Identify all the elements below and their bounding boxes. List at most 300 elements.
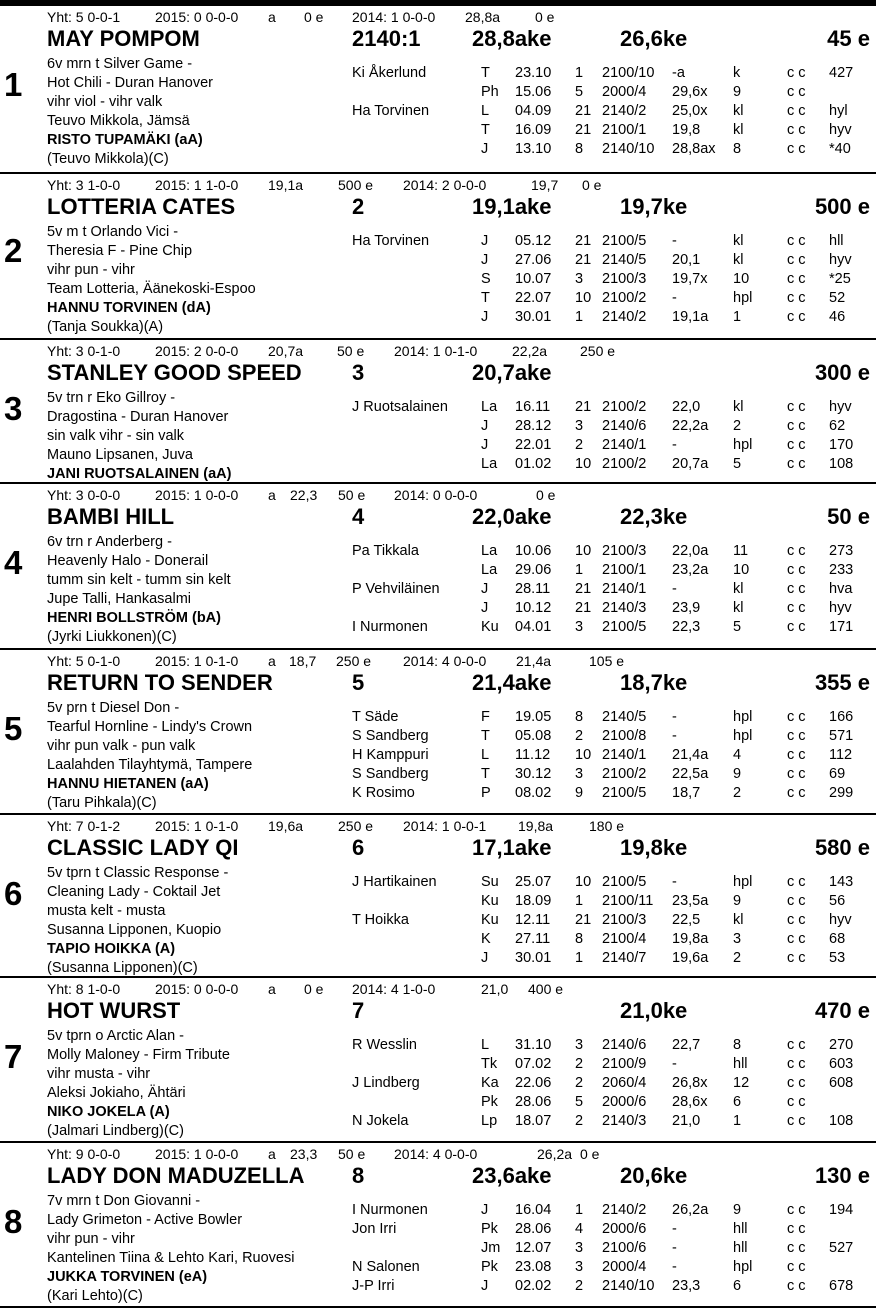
stats-item: 21,4a [516,653,552,669]
driver-name: J Lindberg [352,1075,420,1091]
race-cell: T [481,65,490,81]
trainer: JANI RUOTSALAINEN (aA) [47,466,232,482]
race-cell: 2140/6 [602,1037,647,1053]
race-cell: 5 [733,619,742,635]
race-cell: kl [733,252,744,268]
race-cell: 01.02 [515,456,552,472]
race-distance: 4 [352,504,365,529]
race-cell: 2100/10 [602,65,655,81]
race-cell: kl [733,399,744,415]
race-cell: 170 [829,437,854,453]
stats-item: 28,8a [465,9,501,25]
race-cell: 1 [575,950,584,966]
race-cell: c c [787,233,806,249]
race-cell: 2100/8 [602,728,647,744]
race-cell: 2 [733,418,742,434]
stats-item: 26,2a [537,1146,573,1162]
info-line: Dragostina - Duran Hanover [47,409,229,425]
start-number: 4 [4,544,23,581]
race-cell: 2140/1 [602,581,647,597]
driver-name: N Salonen [352,1259,420,1275]
race-cell: 2140/2 [602,1202,647,1218]
driver-name: Jon Irri [352,1221,397,1237]
race-cell: hpl [733,728,753,744]
race-cell: 2100/6 [602,1240,647,1256]
race-cell: 04.09 [515,103,552,119]
race-cell: 2 [575,437,584,453]
race-cell: P [481,785,491,801]
race-cell: Su [481,874,499,890]
race-cell: 10 [575,874,592,890]
info-line: (Jyrki Liukkonen)(C) [47,629,177,645]
trainer: NIKO JOKELA (A) [47,1104,170,1120]
race-cell: 11 [733,543,749,559]
prize-money: 300 e [814,360,870,385]
race-cell: *25 [829,271,851,287]
race-cell: 1 [733,309,742,325]
race-cell: J [481,252,489,268]
driver-name: P Vehviläinen [352,581,440,597]
info-line: vihr pun - vihr [47,1231,135,1247]
race-cell: 5 [575,1094,584,1110]
stats-item: 250 e [580,343,616,359]
race-cell: 1 [575,562,584,578]
race-cell: c c [787,271,806,287]
race-cell: 31.10 [515,1037,552,1053]
info-line: 5v m t Orlando Vici - [47,224,179,240]
info-line: Jupe Talli, Hankasalmi [47,591,191,607]
driver-name: J Hartikainen [352,874,437,890]
race-cell: 13.10 [515,141,552,157]
race-cell: 2140/10 [602,1278,655,1294]
stats-item: 2015: 1 1-0-0 [155,177,239,193]
trainer: RISTO TUPAMÄKI (aA) [47,132,203,148]
stats-item: a [268,487,276,503]
record-auto: 22,0ake [472,504,552,529]
race-cell: 2000/4 [602,84,647,100]
prize-money: 470 e [814,998,870,1023]
race-cell: c c [787,766,806,782]
race-cell: -a [672,65,685,81]
stats-item: 2015: 1 0-1-0 [155,653,239,669]
race-cell: hva [829,581,853,597]
race-cell: 2100/5 [602,233,647,249]
race-cell: 8 [575,931,584,947]
info-line: vihr pun valk - pun valk [47,738,196,754]
entry-separator [0,1306,876,1308]
race-cell: 30.01 [515,309,552,325]
driver-name: N Jokela [352,1113,409,1129]
stats-item: Yht: 3 1-0-0 [47,177,121,193]
race-cell: 22.01 [515,437,552,453]
race-cell: 3 [575,619,584,635]
race-cell: 3 [575,766,584,782]
prize-money: 355 e [814,670,870,695]
start-number: 5 [4,710,23,747]
info-line: musta kelt - musta [47,903,166,919]
race-cell: 16.04 [515,1202,552,1218]
race-cell: c c [787,399,806,415]
race-cell: 52 [829,290,846,306]
race-cell: c c [787,562,806,578]
prize-money: 50 e [827,504,870,529]
stats-item: 0 e [304,981,324,997]
race-cell: L [481,103,490,119]
race-cell: 2 [575,1113,584,1129]
race-cell: hll [733,1056,748,1072]
prize-money: 580 e [814,835,870,860]
race-cell: 08.02 [515,785,552,801]
race-cell: - [672,581,677,597]
race-cell: 12.07 [515,1240,552,1256]
start-number: 8 [4,1203,23,1240]
race-cell: 2100/4 [602,931,647,947]
race-cell: T [481,728,490,744]
race-cell: - [672,728,677,744]
race-cell: 9 [733,766,742,782]
race-cell: hyv [829,399,852,415]
race-cell: 19,6a [672,950,709,966]
race-cell: 108 [829,1113,854,1129]
race-cell: 19.05 [515,709,552,725]
stats-item: 2015: 1 0-1-0 [155,818,239,834]
race-cell: c c [787,709,806,725]
race-cell: 1 [575,893,584,909]
race-cell: 9 [733,1202,742,1218]
race-cell: c c [787,619,806,635]
stats-item: 2014: 4 0-0-0 [403,653,487,669]
race-cell: T [481,122,490,138]
race-cell: hll [733,1240,748,1256]
record-volt: 20,6ke [620,1163,688,1188]
race-cell: 166 [829,709,854,725]
race-cell: 2100/2 [602,290,647,306]
record-volt: 22,3ke [620,504,688,529]
stats-item: 2015: 0 0-0-0 [155,9,239,25]
stats-item: 22,2a [512,343,548,359]
race-cell: c c [787,437,806,453]
race-cell: c c [787,1278,806,1294]
trainer: JUKKA TORVINEN (eA) [47,1269,208,1285]
prize-money: 130 e [814,1163,870,1188]
stats-item: 2014: 1 0-1-0 [394,343,478,359]
race-cell: 2 [575,1075,584,1091]
race-cell: La [481,543,498,559]
race-cell: c c [787,309,806,325]
race-cell: hyv [829,600,852,616]
stats-item: Yht: 9 0-0-0 [47,1146,121,1162]
stats-item: 2015: 2 0-0-0 [155,343,239,359]
race-cell: 21,0 [672,1113,701,1129]
horse-entry [0,174,876,338]
info-line: Theresia F - Pine Chip [47,243,193,259]
race-cell: hpl [733,437,753,453]
race-cell: 5 [733,456,742,472]
race-cell: 19,8a [672,931,709,947]
race-distance: 3 [352,360,365,385]
record-auto: 21,4ake [472,670,552,695]
race-cell: kl [733,912,744,928]
info-line: (Susanna Lipponen)(C) [47,960,198,976]
race-cell: 2140/1 [602,437,647,453]
race-cell: c c [787,456,806,472]
horse-entry [0,815,876,976]
stats-item: 20,7a [268,343,304,359]
info-line: Cleaning Lady - Coktail Jet [47,884,221,900]
race-cell: 29.06 [515,562,552,578]
race-cell: - [672,1259,677,1275]
race-cell: 194 [829,1202,854,1218]
race-cell: 2140/3 [602,600,647,616]
race-cell: 05.12 [515,233,552,249]
driver-name: T Hoikka [352,912,409,928]
race-cell: 9 [575,785,584,801]
race-cell: hyv [829,252,852,268]
stats-item: 2014: 1 0-0-1 [403,818,487,834]
race-cell: 22,5a [672,766,709,782]
race-cell: 22,7 [672,1037,701,1053]
race-cell: 20,7a [672,456,709,472]
driver-name: Ha Torvinen [352,233,430,249]
stats-item: 0 e [582,177,602,193]
race-cell: 3 [733,931,742,947]
horse-name: HOT WURST [47,998,181,1023]
prize-money: 500 e [814,194,870,219]
race-cell: T [481,290,490,306]
info-line: (Taru Pihkala)(C) [47,795,157,811]
race-cell: - [672,233,677,249]
race-cell: 233 [829,562,854,578]
horse-name: LOTTERIA CATES [47,194,236,219]
race-cell: 16.11 [515,399,551,415]
race-cell: 26,8x [672,1075,708,1091]
info-line: 5v prn t Diesel Don - [47,700,180,716]
driver-name: Ki Åkerlund [352,65,427,81]
race-cell: 28,6x [672,1094,708,1110]
info-line: 5v trn r Eko Gillroy - [47,390,176,406]
race-cell: L [481,1037,490,1053]
race-cell: 112 [829,747,853,763]
race-cell: 4 [575,1221,584,1237]
stats-item: 2015: 1 0-0-0 [155,487,239,503]
race-cell: S [481,271,491,287]
race-cell: 23,2a [672,562,709,578]
race-cell: 02.02 [515,1278,552,1294]
race-cell: J [481,309,489,325]
race-cell: 22,2a [672,418,709,434]
stats-item: Yht: 8 1-0-0 [47,981,121,997]
race-cell: - [672,874,677,890]
stats-item: 0 e [536,487,556,503]
info-line: Susanna Lipponen, Kuopio [47,922,222,938]
race-cell: 69 [829,766,846,782]
race-cell: 2100/5 [602,874,647,890]
race-cell: 28.11 [515,581,551,597]
driver-name: J Ruotsalainen [352,399,448,415]
stats-item: Yht: 5 0-0-1 [47,9,121,25]
stats-item: a [268,981,276,997]
race-cell: J [481,600,489,616]
race-cell: kl [733,103,744,119]
race-cell: 2100/3 [602,543,647,559]
stats-item: 50 e [338,487,366,503]
record-auto: 17,1ake [472,835,552,860]
race-cell: 2140/5 [602,709,647,725]
stats-item: 18,7 [289,653,317,669]
race-cell: 19,8 [672,122,701,138]
stats-item: Yht: 5 0-1-0 [47,653,121,669]
race-cell: c c [787,1056,806,1072]
race-cell: 21,4a [672,747,709,763]
race-cell: 2100/1 [602,122,647,138]
race-cell: 143 [829,874,854,890]
stats-item: 2014: 4 0-0-0 [394,1146,478,1162]
race-cell: 25,0x [672,103,708,119]
race-cell: J [481,141,489,157]
race-cell: 29,6x [672,84,708,100]
race-cell: Tk [481,1056,498,1072]
race-cell: 22,0a [672,543,709,559]
stats-item: 19,7 [531,177,559,193]
race-cell: 21 [575,233,592,249]
driver-name: H Kamppuri [352,747,429,763]
race-cell: 05.08 [515,728,552,744]
race-cell: J [481,581,489,597]
driver-name: T Säde [352,709,399,725]
trainer: TAPIO HOIKKA (A) [47,941,176,957]
stats-item: 2015: 1 0-0-0 [155,1146,239,1162]
race-cell: c c [787,1240,806,1256]
race-cell: 19,1a [672,309,709,325]
record-volt: 26,6ke [620,26,688,51]
race-cell: 11.12 [515,747,551,763]
race-cell: Ph [481,84,499,100]
race-cell: - [672,290,677,306]
race-cell: J [481,950,489,966]
race-cell: c c [787,65,806,81]
race-cell: 21 [575,581,592,597]
race-cell: K [481,931,491,947]
stats-item: 500 e [338,177,374,193]
race-cell: hyv [829,122,852,138]
race-cell: 07.02 [515,1056,552,1072]
race-cell: 571 [829,728,854,744]
race-cell: 1 [575,65,584,81]
stats-item: 2015: 0 0-0-0 [155,981,239,997]
race-cell: Pk [481,1094,498,1110]
stats-item: 105 e [589,653,625,669]
race-cell: 18.07 [515,1113,552,1129]
race-cell: 2100/2 [602,766,647,782]
horse-name: CLASSIC LADY QI [47,835,239,860]
race-cell: hll [733,1221,748,1237]
race-cell: 23.10 [515,65,552,81]
stats-item: 50 e [338,1146,366,1162]
stats-item: 21,0 [481,981,509,997]
race-cell: Ku [481,619,499,635]
horse-name: RETURN TO SENDER [47,670,273,695]
info-line: (Jalmari Lindberg)(C) [47,1123,184,1139]
race-cell: c c [787,418,806,434]
record-volt: 21,0ke [620,998,688,1023]
race-cell: c c [787,252,806,268]
race-cell: T [481,766,490,782]
race-cell: La [481,399,498,415]
race-cell: 2 [733,950,742,966]
race-distance: 7 [352,998,365,1023]
race-cell: c c [787,747,806,763]
race-cell: 603 [829,1056,854,1072]
race-cell: hyv [829,912,852,928]
info-line: vihr viol - vihr valk [47,94,163,110]
stats-item: Yht: 7 0-1-2 [47,818,121,834]
trainer: HANNU HIETANEN (aA) [47,776,209,792]
race-distance: 2 [352,194,365,219]
race-cell: c c [787,893,806,909]
race-cell: - [672,1056,677,1072]
race-cell: - [672,1221,677,1237]
race-cell: c c [787,728,806,744]
stats-item: 2014: 4 1-0-0 [352,981,436,997]
info-line: vihr pun - vihr [47,262,135,278]
race-cell: 21 [575,600,592,616]
stats-item: 2014: 0 0-0-0 [394,487,478,503]
race-cell: 10 [733,562,750,578]
race-cell: 22,0 [672,399,701,415]
race-cell: J [481,437,489,453]
stats-item: 250 e [336,653,372,669]
race-cell: Ku [481,893,499,909]
driver-name: Pa Tikkala [352,543,419,559]
race-cell: 2000/6 [602,1094,647,1110]
race-cell: 2100/5 [602,619,647,635]
info-line: tumm sin kelt - tumm sin kelt [47,572,231,588]
race-cell: c c [787,1221,806,1237]
race-cell: 2100/11 [602,893,654,909]
race-cell: 10.06 [515,543,552,559]
race-cell: 3 [575,1037,584,1053]
race-cell: 6 [733,1278,742,1294]
race-cell: 21 [575,399,592,415]
race-cell: F [481,709,490,725]
race-cell: 3 [575,1240,584,1256]
race-cell: 20,1 [672,252,701,268]
record-volt: 18,7ke [620,670,688,695]
prize-money: 45 e [827,26,870,51]
horse-entry [0,340,876,482]
race-cell: 10 [733,271,750,287]
race-cell: 30.12 [515,766,552,782]
race-cell: 2000/4 [602,1259,647,1275]
horse-name: BAMBI HILL [47,504,175,529]
race-cell: 2140/3 [602,1113,647,1129]
record-auto: 20,7ake [472,360,552,385]
race-cell: c c [787,1075,806,1091]
race-cell: 19,7x [672,271,708,287]
race-cell: c c [787,912,806,928]
race-distance: 5 [352,670,365,695]
horse-entry [0,978,876,1141]
trainer: HENRI BOLLSTRÖM (bA) [47,610,221,626]
race-cell: 3 [575,271,584,287]
race-cell: 2140/1 [602,747,647,763]
race-cell: 27.06 [515,252,552,268]
race-cell: 10 [575,747,592,763]
race-cell: c c [787,785,806,801]
race-cell: 6 [733,1094,742,1110]
race-cell: 108 [829,456,854,472]
driver-name: I Nurmonen [352,1202,428,1218]
